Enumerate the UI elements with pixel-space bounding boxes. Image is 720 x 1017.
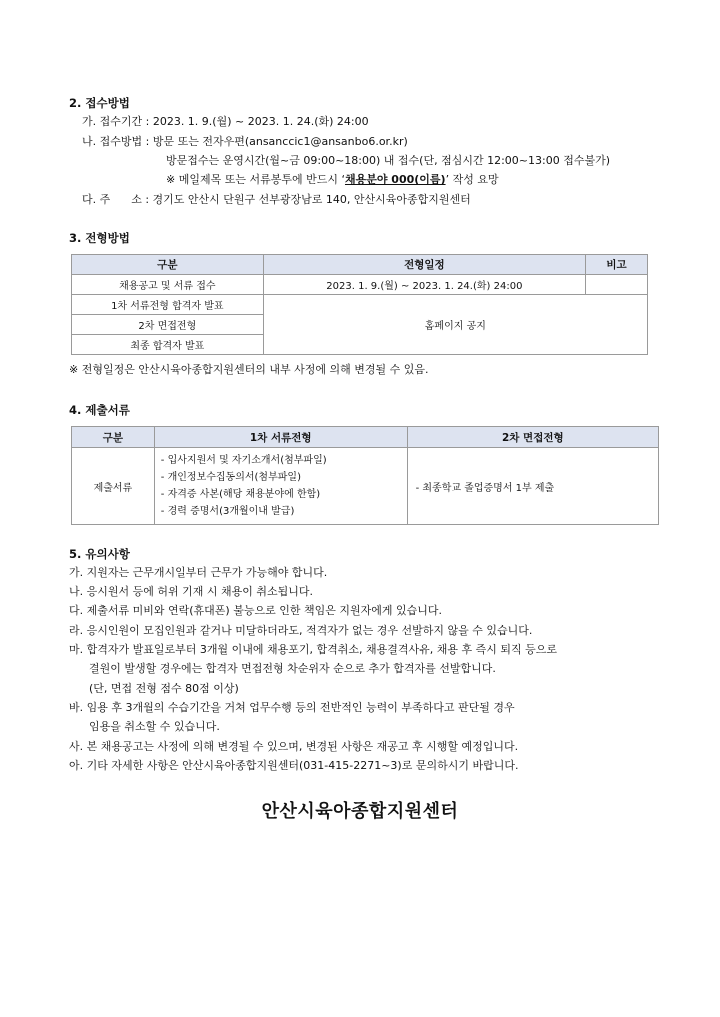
notice-item-continued: (단, 면접 전형 점수 80점 이상)	[89, 682, 239, 695]
notice-item: 바. 임용 후 3개월의 수습기간을 거쳐 업무수행 등의 전반적인 능력이 부족하다고 판단될 경우	[69, 701, 515, 714]
header-remarks: 비고	[586, 255, 648, 275]
email-note	[166, 173, 499, 187]
doc-item: - 개인정보수집동의서(첨부파일)	[160, 472, 301, 483]
notice-item: 마. 합격자가 발표일로부터 3개월 이내에 채용포기, 합격취소, 채용결격사유, 채용 후 즉시 퇴직 등으로	[69, 643, 557, 656]
documents-table	[71, 426, 659, 525]
schedule-value: 홈페이지 공지	[263, 295, 647, 355]
address: 다. 주 소 : 경기도 안산시 단원구 선부광장남로 140, 안산시육아종합지원센터	[82, 193, 471, 206]
schedule-note: ※ 전형일정은 안산시육아종합지원센터의 내부 사정에 의해 변경될 수 있음.	[69, 363, 429, 376]
first-round-docs	[154, 448, 407, 525]
notice-item-continued: 임용을 취소할 수 있습니다.	[89, 720, 220, 733]
section-5-title: 5. 유의사항	[69, 547, 130, 561]
header-schedule: 전형일정	[263, 255, 585, 275]
table-row	[72, 275, 648, 295]
notice-item: 나. 응시원서 등에 허위 기재 시 채용이 취소됩니다.	[69, 585, 313, 598]
notice-item: 다. 제출서류 미비와 연락(휴대폰) 불능으로 인한 책임은 지원자에게 있습니다.	[69, 604, 442, 617]
email-note-bold: 채용분야 000(이름)	[344, 173, 446, 186]
notice-item: 가. 지원자는 근무개시일부터 근무가 가능해야 합니다.	[69, 566, 328, 579]
second-round-docs: - 최종학교 졸업증명서 1부 제출	[407, 448, 658, 525]
doc-item: - 입사지원서 및 자기소개서(첨부파일)	[160, 455, 327, 466]
notice-item: 사. 본 채용공고는 사정에 의해 변경될 수 있으며, 변경된 사항은 재공고 후 시행할 예정입니다.	[69, 740, 519, 753]
email-note-prefix: ※ 메일제목 또는 서류봉투에 반드시 ‘	[166, 173, 345, 186]
application-period: 가. 접수기간 : 2023. 1. 9.(월) ~ 2023. 1. 24.(화) 24:00	[82, 115, 369, 128]
notice-item-continued: 결원이 발생할 경우에는 합격자 면접전형 차순위자 순으로 추가 합격자를 선발합니다.	[89, 662, 496, 675]
schedule-value: 2023. 1. 9.(월) ~ 2023. 1. 24.(화) 24:00	[263, 275, 585, 295]
row-label: 채용공고 및 서류 접수	[72, 275, 264, 295]
selection-schedule-table	[71, 254, 648, 355]
table-header-row	[72, 427, 659, 448]
notice-item: 아. 기타 자세한 사항은 안산시육아종합지원센터(031-415-2271~3)로 문의하시기 바랍니다.	[69, 759, 519, 772]
organization-name: 안산시육아종합지원센터	[261, 801, 459, 822]
row-label: 1차 서류전형 합격자 발표	[72, 295, 264, 315]
row-label: 최종 합격자 발표	[72, 335, 264, 355]
header-first-round: 1차 서류전형	[154, 427, 407, 448]
header-category: 구분	[72, 255, 264, 275]
email-note-suffix: ’ 작성 요망	[445, 173, 499, 186]
row-label: 2차 면접전형	[72, 315, 264, 335]
section-3-title: 3. 전형방법	[69, 231, 130, 245]
row-label: 제출서류	[72, 448, 155, 525]
table-header-row	[72, 255, 648, 275]
doc-item: - 경력 증명서(3개월이내 발급)	[160, 506, 295, 517]
doc-item: - 자격증 사본(해당 채용분야에 한함)	[160, 489, 321, 500]
header-second-round: 2차 면접전형	[407, 427, 658, 448]
visit-note: 방문접수는 운영시간(월~금 09:00~18:00) 내 접수(단, 점심시간 12:00~13:00 접수불가)	[166, 154, 610, 167]
section-4-title: 4. 제출서류	[69, 403, 130, 417]
table-row	[72, 448, 659, 525]
application-method: 나. 접수방법 : 방문 또는 전자우편(ansanccic1@ansanbo6.or.kr)	[82, 135, 408, 148]
table-row	[72, 295, 648, 315]
notice-item: 라. 응시인원이 모집인원과 같거나 미달하더라도, 적격자가 없는 경우 선발하지 않을 수 있습니다.	[69, 624, 533, 637]
section-2-title: 2. 접수방법	[69, 96, 130, 110]
header-category: 구분	[72, 427, 155, 448]
remarks-cell	[586, 275, 648, 295]
